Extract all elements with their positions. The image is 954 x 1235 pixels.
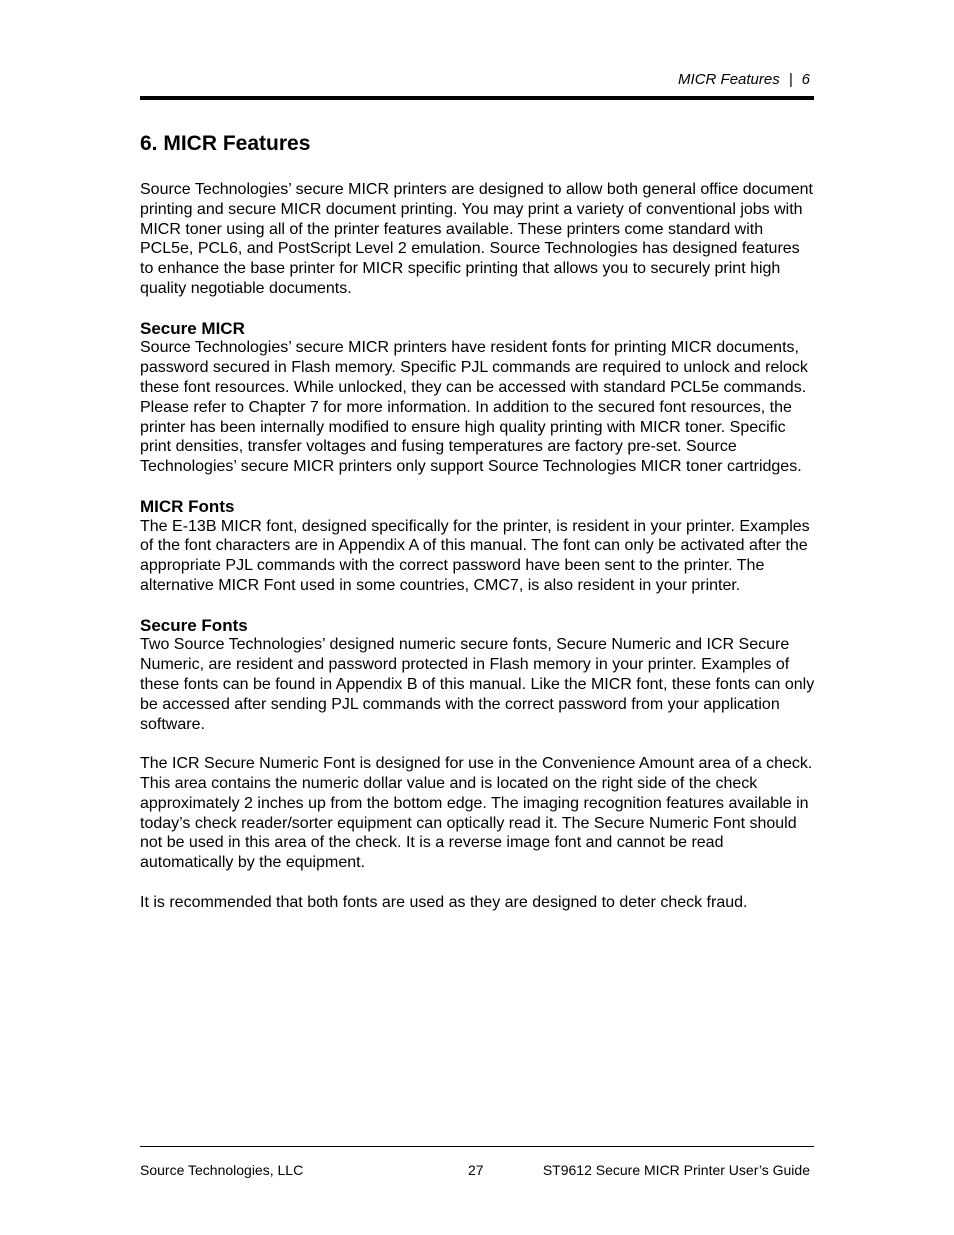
section-micr-fonts: [140, 497, 816, 596]
section-paragraph: Source Technologies’ secure MICR printers have resident fonts for printing MICR documents, password secured in Flash memory. Specific PJL commands are required to unlock and relock these font resources. While unlocked, they can be accessed with standard PCL5e commands. Please refer to Chapter 7 for more information. In addition to the secured font resources, the printer has been internally modified to ensure high quality printing with MICR toner. Specific print densities, transfer voltages and fusing temperatures are factory pre-set. Source Technologies’ secure MICR printers only support Source Technologies MICR toner cartridges.: [140, 339, 808, 476]
footer-company: Source Technologies, LLC: [140, 1162, 304, 1178]
intro-paragraph: Source Technologies’ secure MICR printers are designed to allow both general office document printing and secure MICR document printing. You may print a variety of conventional jobs with MICR toner using all of the printer features available. These printers come standard with PCL5e, PCL6, and PostScript Level 2 emulation. Source Technologies has designed features to enhance the base printer for MICR specific printing that allows you to securely print high quality negotiable documents.: [140, 181, 813, 297]
section-secure-micr: [140, 319, 816, 477]
header-rule: [140, 96, 814, 100]
footer-rule: [140, 1146, 814, 1147]
running-header: [140, 70, 814, 90]
page-body: [140, 180, 816, 932]
header-separator: |: [788, 71, 793, 88]
section-heading: Secure MICR: [140, 318, 245, 338]
chapter-title: 6. MICR Features: [140, 132, 311, 155]
section-heading: Secure Fonts: [140, 615, 248, 635]
section-paragraph: The E-13B MICR font, designed specifically for the printer, is resident in your printer. Examples of the font characters are in Appendix A of this manual. The font can only be activated after the appropriate PJL commands with the correct password have been sent to the printer. The alternative MICR Font used in some countries, CMC7, is also resident in your printer.: [140, 517, 810, 594]
section-paragraph: The ICR Secure Numeric Font is designed for use in the Convenience Amount area of a check. This area contains the numeric dollar value and is located on the right side of the check approximately 2 inches up from the bottom edge. The imaging recognition features available in today’s check reader/sorter equipment can optically read it. The Secure Numeric Font should not be used in this area of the check. It is a reverse image font and cannot be read automatically by the equipment.: [140, 755, 813, 872]
footer-guide-title: ST9612 Secure MICR Printer User’s Guide: [542, 1162, 810, 1178]
section-paragraph: Two Source Technologies’ designed numeric secure fonts, Secure Numeric and ICR Secure Numeric, are resident and password protected in Flash memory in your printer. Examples of these fonts can be found in Appendix B of this manual. Like the MICR font, these fonts can only be accessed after sending PJL commands with the correct password from your application software.: [140, 636, 815, 733]
section-paragraph: It is recommended that both fonts are used as they are designed to deter check fraud.: [140, 893, 748, 911]
footer-page-number: 27: [468, 1162, 484, 1178]
header-chapter-number: 6: [801, 71, 810, 88]
section-heading: MICR Fonts: [140, 496, 235, 516]
header-section-name: MICR Features: [678, 71, 780, 88]
section-secure-fonts: [140, 616, 816, 913]
